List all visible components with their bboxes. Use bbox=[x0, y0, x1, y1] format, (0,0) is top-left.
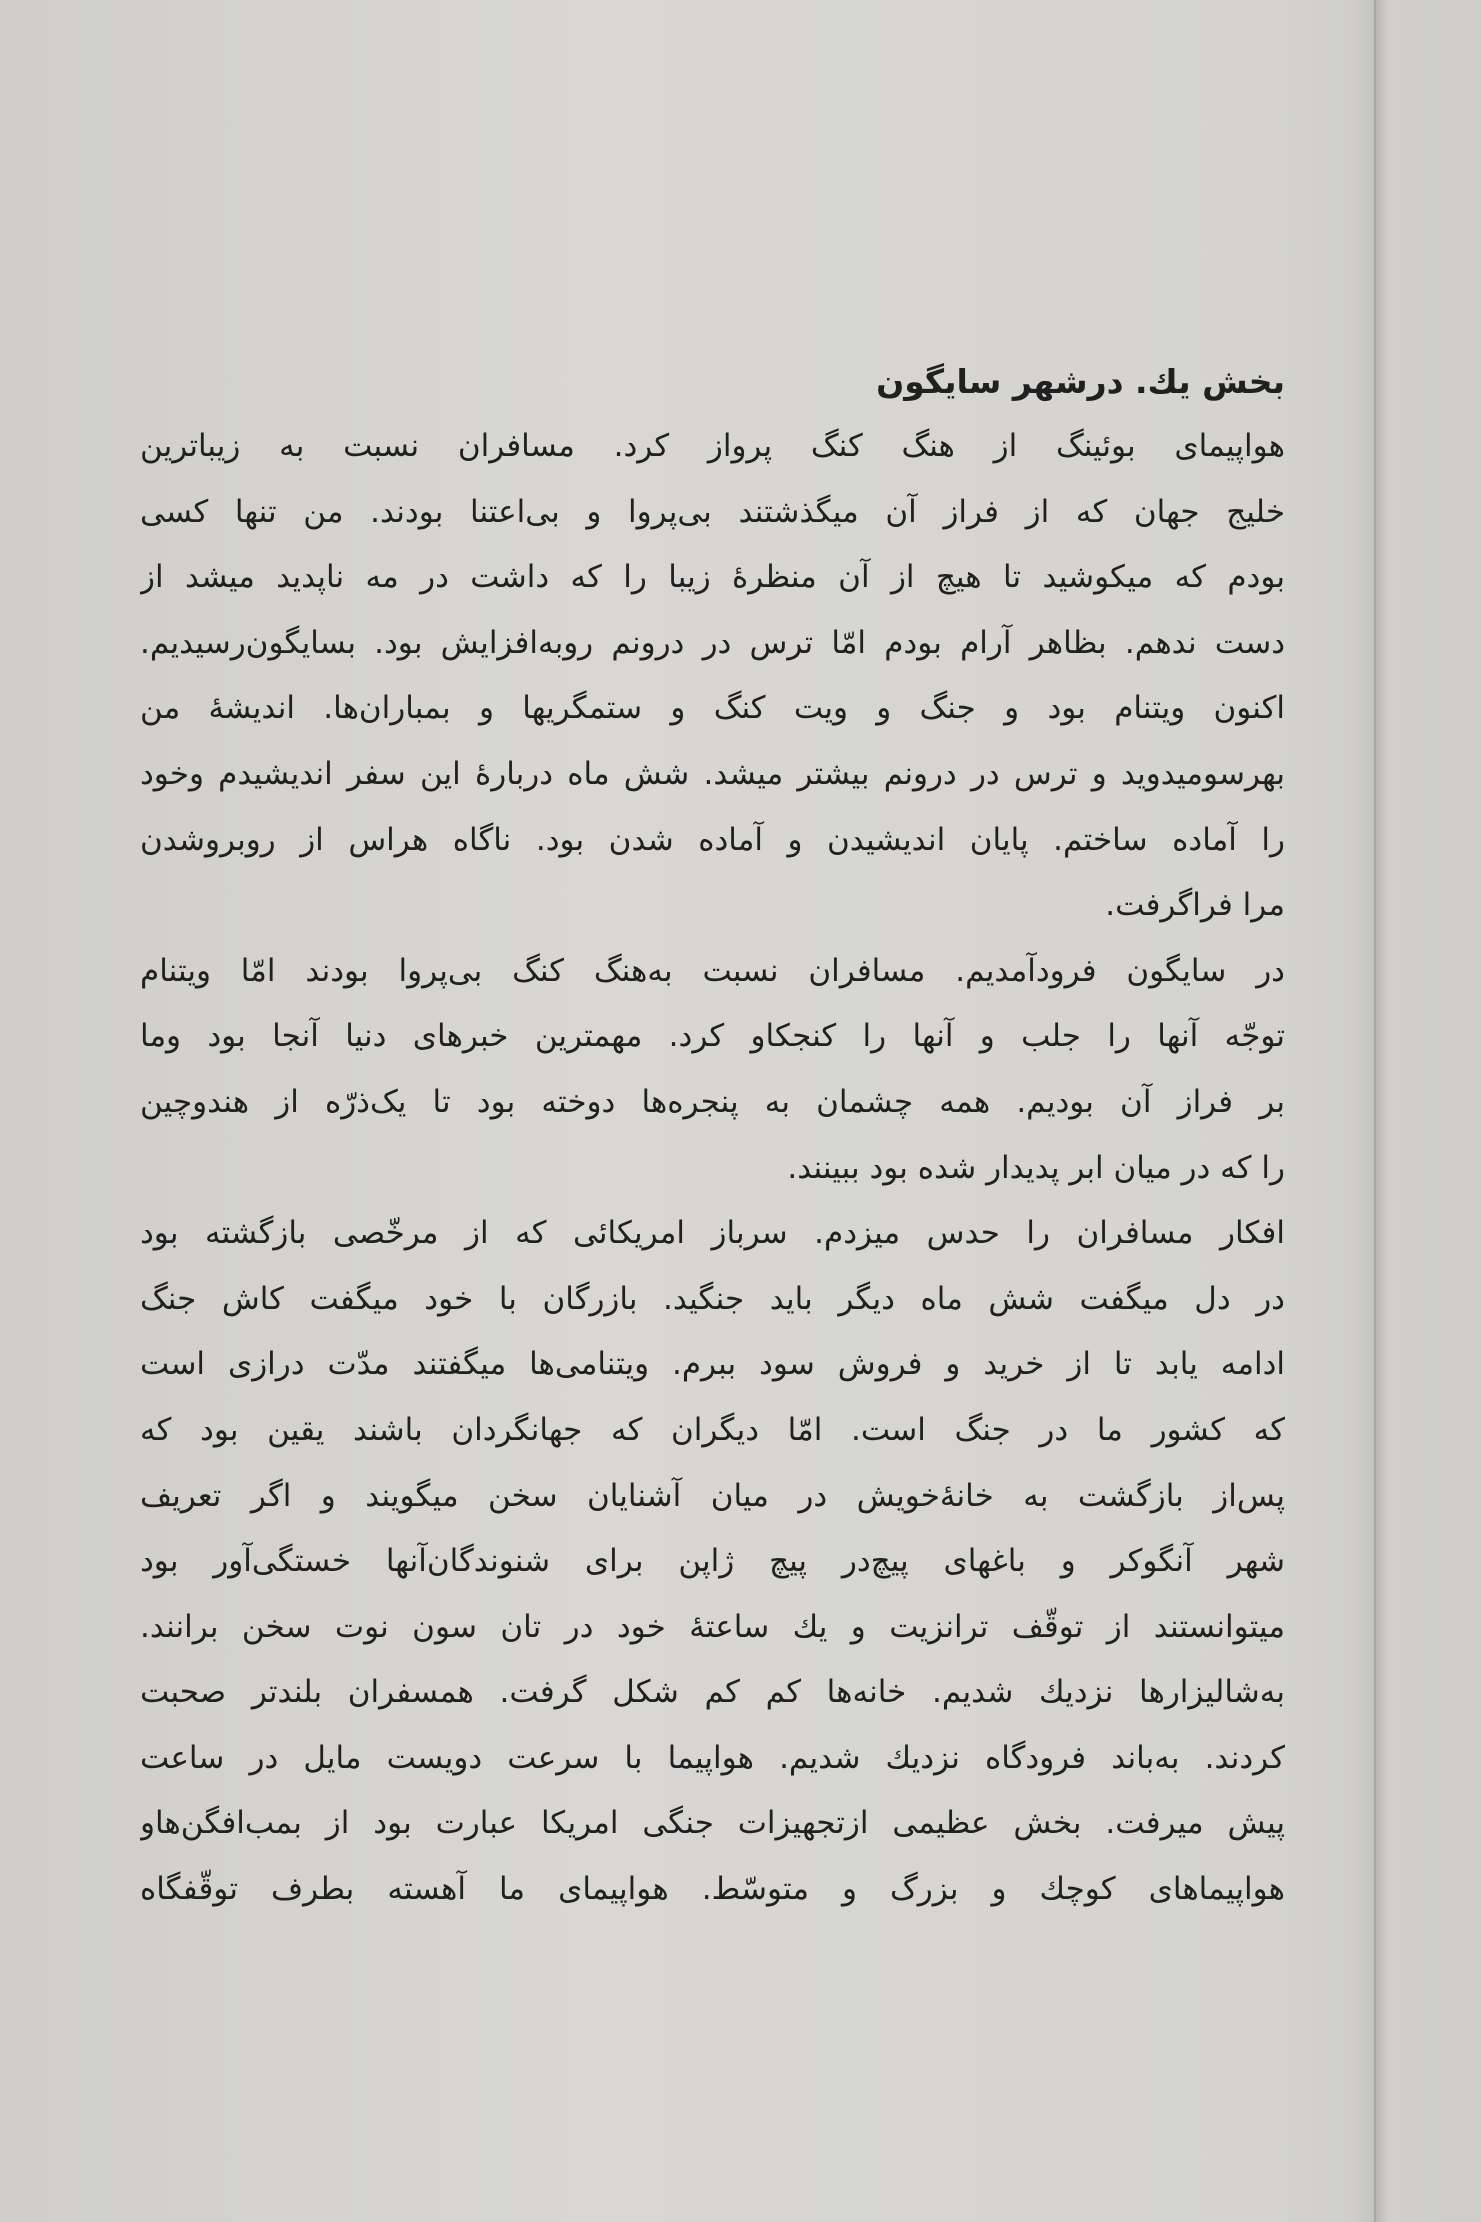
text-line: افکار مسافران را حدس میزدم. سرباز امریکائی که از مرخّصی بازگشته بود bbox=[140, 1215, 1285, 1252]
text-line: هواپیمای بوئینگ از هنگ کنگ پرواز کرد. مسافران نسبت به زیباترین bbox=[140, 428, 1285, 464]
text-line: بودم که میکوشید تا هیچ از آن منظرهٔ زیبا را که داشت در مه ناپدید میشد از bbox=[140, 559, 1285, 596]
text-line: کردند. به‌باند فرودگاه نزدیك شدیم. هواپیما با سرعت دویست مایل در ساعت bbox=[140, 1739, 1285, 1776]
page-shadow bbox=[1354, 0, 1376, 2222]
book-page-text bbox=[140, 350, 1285, 2070]
chapter-heading: بخش یك. درشهر سایگون bbox=[876, 362, 1285, 401]
text-line: در سایگون فرودآمدیم. مسافران نسبت به‌هنگ کنگ بی‌پروا بودند امّا ویتنام bbox=[140, 952, 1285, 989]
text-line: به‌شالیزارها نزدیك شدیم. خانه‌ها کم کم شکل گرفت. همسفران بلندتر صحبت bbox=[140, 1674, 1285, 1711]
text-line: را آماده ساختم. پایان اندیشیدن و آماده شدن بود. ناگاه هراس از روبروشدن bbox=[140, 821, 1285, 858]
stacked-page-edges bbox=[1374, 0, 1481, 2222]
text-line: دست ندهم. بظاهر آرام بودم امّا ترس در درونم روبه‌افزایش بود. بسایگون‌رسیدیم. bbox=[140, 624, 1285, 661]
text-line: میتوانستند از توقّف ترانزیت و یك ساعتهٔ خود در تان سون نوت سخن برانند. bbox=[140, 1608, 1285, 1645]
text-line: ادامه یابد تا از خرید و فروش سود ببرم. ویتنامی‌ها میگفتند مدّت درازی است bbox=[140, 1346, 1285, 1383]
text-line: اکنون ویتنام بود و جنگ و ویت کنگ و ستمگریها و بمباران‌ها. اندیشهٔ من bbox=[140, 690, 1285, 727]
text-line: بر فراز آن بودیم. همه چشمان به پنجره‌ها دوخته بود تا یک‌ذرّه از هندوچین bbox=[140, 1083, 1285, 1120]
text-line: پس‌از بازگشت به خانهٔ‌خویش در میان آشنایان سخن میگویند و اگر تعریف bbox=[140, 1477, 1285, 1514]
text-line: پیش میرفت. بخش عظیمی ازتجهیزات جنگی امریکا عبارت بود از بمب‌افگن‌هاو bbox=[140, 1805, 1285, 1842]
text-line: توجّه آنها را جلب و آنها را کنجکاو کرد. مهمترین خبرهای دنیا آنجا بود وما bbox=[140, 1018, 1285, 1055]
text-line: هواپیماهای کوچك و بزرگ و متوسّط. هواپیمای ما آهسته بطرف توقّفگاه bbox=[140, 1871, 1285, 1908]
text-line: در دل میگفت شش ماه دیگر باید جنگید. بازرگان با خود میگفت کاش جنگ bbox=[140, 1280, 1285, 1317]
text-line: خلیج جهان که از فراز آن میگذشتند بی‌پروا و بی‌اعتنا بودند. من تنها کسی bbox=[140, 493, 1285, 530]
text-line: شهر آنگوکر و باغهای پیچ‌در پیچ ژاپن برای شنوندگان‌آنها خستگی‌آور بود bbox=[140, 1543, 1285, 1580]
text-line: را که در میان ابر پدیدار شده بود ببینند. bbox=[787, 1149, 1285, 1186]
text-line: بهرسومیدوید و ترس در درونم بیشتر میشد. شش ماه دربارهٔ این سفر اندیشیدم وخود bbox=[140, 755, 1285, 792]
text-line: مرا فراگرفت. bbox=[1105, 887, 1285, 924]
text-line: که کشور ما در جنگ است. امّا دیگران که جهانگردان باشند یقین بود که bbox=[140, 1411, 1285, 1448]
